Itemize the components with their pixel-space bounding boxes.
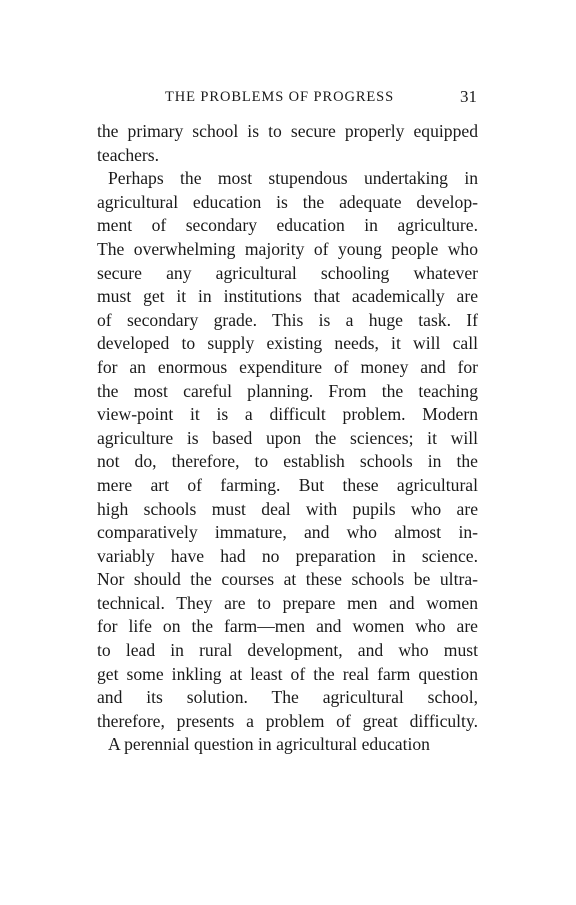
text-line: agriculture is based upon the sciences; it will bbox=[97, 427, 478, 448]
text-line: secure any agricultural schooling whatever bbox=[97, 262, 478, 283]
text-line: to lead in rural development, and who must bbox=[97, 640, 478, 661]
text-line: the primary school is to secure properly equipped bbox=[97, 121, 478, 141]
page-number: 31 bbox=[460, 87, 477, 106]
text-line: not do, therefore, to establish schools in the bbox=[97, 451, 478, 472]
text-line: must get it in institutions that academically are bbox=[97, 286, 478, 307]
text-line: get some inkling at least of the real farm question bbox=[97, 663, 478, 684]
text-line: developed to supply existing needs, it will call bbox=[97, 333, 478, 354]
text-line: teachers. bbox=[97, 144, 160, 165]
text-line: variably have had no preparation in science. bbox=[97, 545, 478, 566]
text-line: A perennial question in agricultural education bbox=[108, 734, 430, 755]
text-line: The overwhelming majority of young people who bbox=[97, 238, 478, 259]
running-title: THE PROBLEMS OF PROGRESS bbox=[165, 89, 395, 105]
text-line: Perhaps the most stupendous undertaking in bbox=[108, 168, 478, 189]
text-line: agricultural education is the adequate develop- bbox=[97, 191, 478, 212]
text-line: of secondary grade. This is a huge task. If bbox=[97, 309, 478, 330]
text-line: the most careful planning. From the teaching bbox=[97, 380, 478, 401]
text-line: Nor should the courses at these schools be ultra- bbox=[97, 569, 478, 590]
text-line: view-point it is a difficult problem. Modern bbox=[97, 404, 478, 425]
body-text bbox=[97, 120, 478, 757]
text-line: ment of secondary education in agriculture. bbox=[97, 215, 478, 236]
text-line: high schools must deal with pupils who are bbox=[97, 498, 478, 519]
text-line: comparatively immature, and who almost in- bbox=[97, 522, 478, 543]
text-line: and its solution. The agricultural school, bbox=[97, 687, 478, 708]
text-line: mere art of farming. But these agricultural bbox=[97, 474, 478, 495]
text-line: technical. They are to prepare men and women bbox=[97, 592, 478, 613]
running-head bbox=[97, 86, 477, 108]
text-line: therefore, presents a problem of great difficulty. bbox=[97, 710, 478, 731]
text-line: for life on the farm—men and women who are bbox=[97, 616, 478, 637]
text-line: for an enormous expenditure of money and for bbox=[97, 356, 478, 377]
